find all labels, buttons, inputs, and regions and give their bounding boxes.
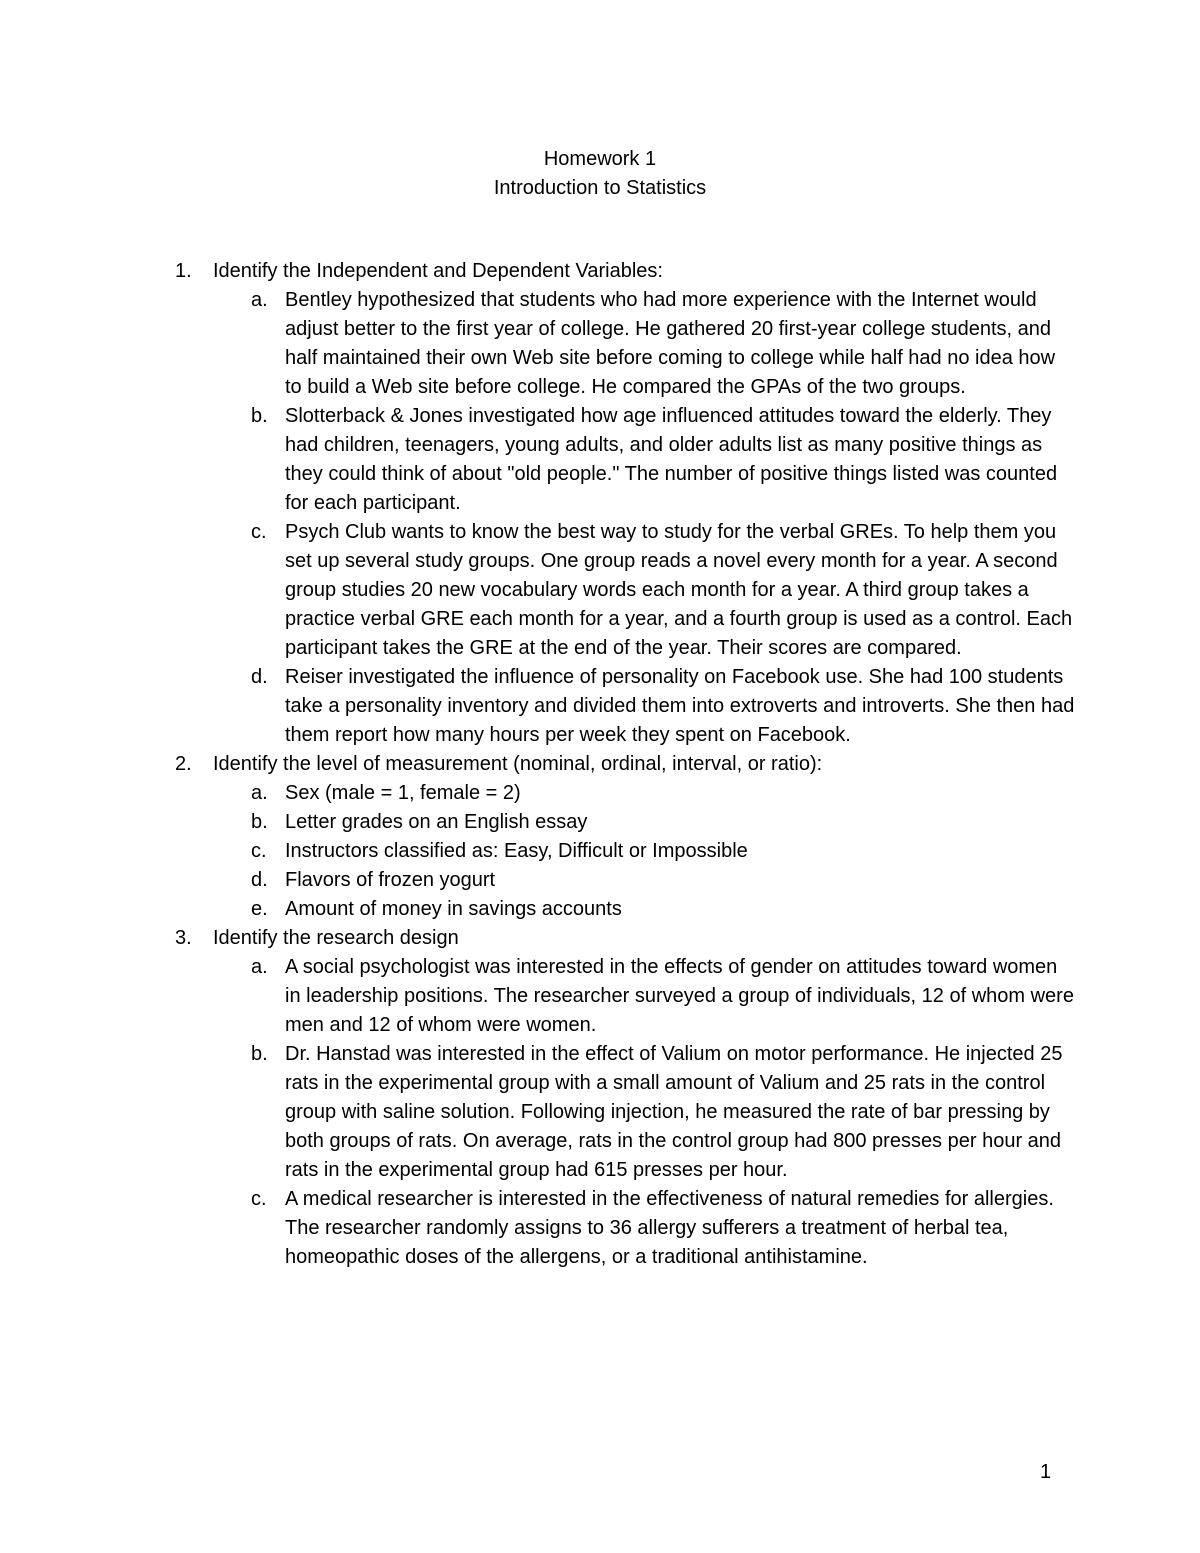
question-text: Identify the level of measurement (nominal, ordinal, interval, or ratio): bbox=[213, 753, 823, 775]
question-3 bbox=[175, 924, 1075, 1272]
sub-question-list bbox=[213, 286, 1075, 750]
sub-question-text: Amount of money in savings accounts bbox=[285, 898, 622, 920]
sub-question-list bbox=[213, 779, 1075, 924]
sub-question-letter: a. bbox=[251, 956, 268, 978]
sub-question-letter: a. bbox=[251, 289, 268, 311]
sub-question-letter: a. bbox=[251, 782, 268, 804]
sub-question-text: Dr. Hanstad was interested in the effect of Valium on motor performance. He injected 25 rats in the experimental group with a small amount of Valium and 25 rats in the control group with saline solution. Following injection, he measured the rate of bar pressing by both groups of rats. On average, rats in the control group had 800 presses per hour and rats in the experimental group had 615 presses per hour. bbox=[285, 1043, 1063, 1181]
sub-question-letter: b. bbox=[251, 1043, 268, 1065]
question-number: 1. bbox=[175, 260, 192, 282]
question-number: 3. bbox=[175, 927, 192, 949]
question-number: 2. bbox=[175, 753, 192, 775]
sub-question bbox=[213, 866, 1075, 895]
sub-question bbox=[213, 1040, 1075, 1185]
title-block bbox=[0, 145, 1200, 203]
question-text: Identify the Independent and Dependent Variables: bbox=[213, 260, 663, 282]
sub-question bbox=[213, 953, 1075, 1040]
sub-question-letter: e. bbox=[251, 898, 268, 920]
sub-question bbox=[213, 808, 1075, 837]
sub-question bbox=[213, 518, 1075, 663]
sub-question-text: A medical researcher is interested in the effectiveness of natural remedies for allergies. The researcher randomly assigns to 36 allergy sufferers a treatment of herbal tea, homeopathic doses of the allergens, or a traditional antihistamine. bbox=[285, 1188, 1054, 1268]
question-1 bbox=[175, 257, 1075, 750]
page-number: 1 bbox=[1040, 1461, 1052, 1483]
sub-question bbox=[213, 837, 1075, 866]
sub-question-text: Slotterback & Jones investigated how age influenced attitudes toward the elderly. They had children, teenagers, young adults, and older adults list as many positive things as they could think of about "old people." The number of positive things listed was counted for each participant. bbox=[285, 405, 1058, 514]
sub-question-letter: b. bbox=[251, 405, 268, 427]
sub-question bbox=[213, 663, 1075, 750]
question-text: Identify the research design bbox=[213, 927, 459, 949]
sub-question bbox=[213, 1185, 1075, 1272]
sub-question-letter: d. bbox=[251, 666, 268, 688]
sub-question-text: Flavors of frozen yogurt bbox=[285, 869, 496, 891]
sub-question bbox=[213, 286, 1075, 402]
question-2 bbox=[175, 750, 1075, 924]
sub-question-letter: b. bbox=[251, 811, 268, 833]
sub-question-letter: c. bbox=[251, 521, 267, 543]
sub-question bbox=[213, 895, 1075, 924]
sub-question bbox=[213, 779, 1075, 808]
page-title: Homework 1 bbox=[543, 148, 657, 170]
page-subtitle: Introduction to Statistics bbox=[493, 177, 707, 199]
sub-question-list bbox=[213, 953, 1075, 1272]
sub-question-text: A social psychologist was interested in the effects of gender on attitudes toward women in leadership positions. The researcher surveyed a group of individuals, 12 of whom were men and 12 of whom were women. bbox=[285, 956, 1074, 1036]
sub-question-letter: c. bbox=[251, 1188, 267, 1210]
question-list bbox=[175, 257, 1075, 1272]
sub-question-text: Psych Club wants to know the best way to study for the verbal GREs. To help them you set up several study groups. One group reads a novel every month for a year. A second group studies 20 new vocabulary words each month for a year. A third group takes a practice verbal GRE each month for a year, and a fourth group is used as a control. Each participant takes the GRE at the end of the year. Their scores are compared. bbox=[285, 521, 1073, 659]
sub-question-letter: c. bbox=[251, 840, 267, 862]
sub-question-text: Sex (male = 1, female = 2) bbox=[285, 782, 521, 804]
sub-question-text: Letter grades on an English essay bbox=[285, 811, 588, 833]
sub-question-text: Instructors classified as: Easy, Difficult or Impossible bbox=[285, 840, 748, 862]
sub-question-text: Bentley hypothesized that students who had more experience with the Internet would adjust better to the first year of college. He gathered 20 first-year college students, and half maintained their own Web site before coming to college while half had no idea how to build a Web site before college. He compared the GPAs of the two groups. bbox=[285, 289, 1056, 398]
sub-question-text: Reiser investigated the influence of personality on Facebook use. She had 100 students take a personality inventory and divided them into extroverts and introverts. She then had them report how many hours per week they spent on Facebook. bbox=[285, 666, 1075, 746]
sub-question-letter: d. bbox=[251, 869, 268, 891]
sub-question bbox=[213, 402, 1075, 518]
